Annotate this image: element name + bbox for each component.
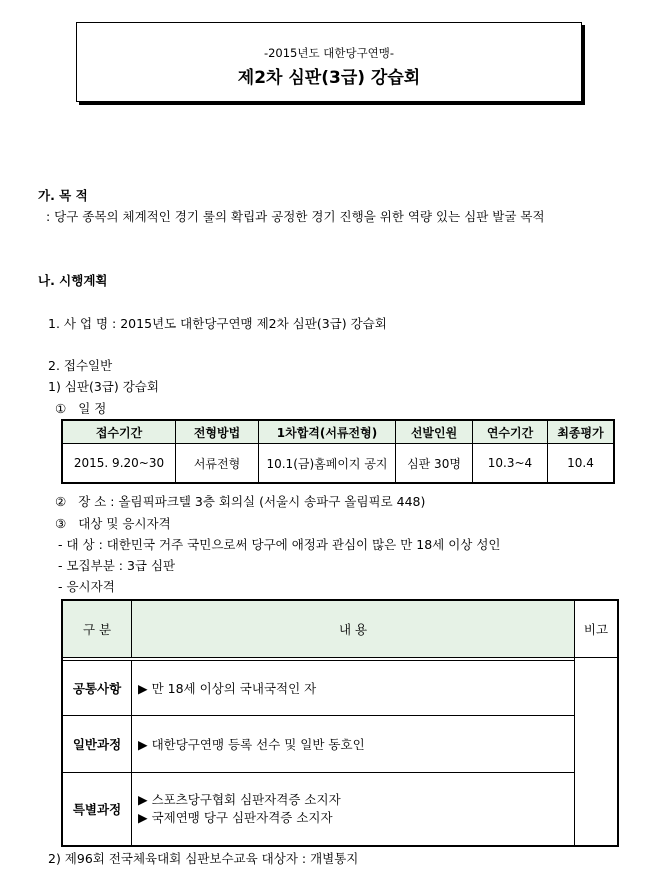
place-text: 장 소 : 올림픽파크텔 3층 회의실 (서울시 송파구 올림픽로 448): [78, 494, 426, 509]
qual-row-item: ▶ 스포츠당구협회 심판자격증 소지자: [138, 792, 341, 807]
schedule-header-cell: 전형방법: [176, 420, 259, 444]
schedule-cell: 10.1(금)홈페이지 공지: [259, 444, 396, 484]
schedule-label: 일 정: [78, 401, 107, 416]
qual-row-label: 특별과정: [62, 773, 132, 847]
qual-row: [62, 773, 618, 847]
qual-remarks-cell: [575, 658, 619, 847]
schedule-cell: 서류전형: [176, 444, 259, 484]
circle-number-3: ③: [55, 516, 67, 531]
qual-row-label: 공통사항: [62, 661, 132, 716]
schedule-header-cell: 1차합격(서류전형): [259, 420, 396, 444]
section-plan-heading: 나. 시행계획: [38, 273, 108, 288]
qualification-table: [61, 599, 619, 847]
qual-header-category: 구 분: [62, 600, 132, 658]
title-box: [76, 22, 582, 102]
qualification-label: - 응시자격: [58, 579, 115, 594]
place-line: [55, 492, 425, 510]
schedule-cell: 10.3~4: [473, 444, 548, 484]
document-title: 제2차 심판(3급) 강습회: [237, 68, 421, 88]
qual-row-content: ▶ 만 18세 이상의 국내국적인 자: [132, 661, 575, 716]
schedule-table: [61, 419, 615, 484]
plan-sub-course: 1) 심판(3급) 강습회: [48, 379, 159, 394]
section-purpose-heading: 가. 목 적: [38, 188, 88, 203]
schedule-header-cell: 연수기간: [473, 420, 548, 444]
schedule-header-cell: 선발인원: [396, 420, 473, 444]
qual-row-item: ▶ 국제연맹 당구 심판자격증 소지자: [138, 810, 333, 825]
circle-number-1: ①: [55, 401, 67, 416]
target-text: - 대 상 : 대한민국 거주 국민으로써 당구에 애정과 관심이 많은 만 18세 이상 성인: [58, 537, 501, 552]
schedule-data-row: [62, 444, 614, 484]
qual-header-remarks: 비고: [575, 600, 619, 658]
document-subtitle: -2015년도 대한당구연맹-: [263, 46, 395, 60]
plan-item-project-name: 1. 사 업 명 : 2015년도 대한당구연맹 제2차 심판(3급) 강습회: [48, 316, 387, 331]
qual-row-content: [132, 773, 575, 847]
schedule-cell: 심판 30명: [396, 444, 473, 484]
schedule-header-cell: 최종평가: [548, 420, 615, 444]
qual-row: [62, 716, 618, 773]
schedule-header-row: [62, 420, 614, 444]
schedule-label-line: [55, 399, 106, 417]
section-purpose-text: : 당구 종목의 체계적인 경기 룰의 확립과 공정한 경기 진행을 위한 역량 있는 심판 발굴 목적: [46, 209, 545, 224]
target-heading: 대상 및 응시자격: [78, 516, 171, 531]
plan-item-registration: 2. 접수일반: [48, 358, 113, 373]
target-heading-line: [55, 514, 171, 532]
circle-number-2: ②: [55, 494, 67, 509]
field-text: - 모집부분 : 3급 심판: [58, 558, 176, 573]
qual-row-label: 일반과정: [62, 716, 132, 773]
qual-header-content: 내 용: [132, 600, 575, 658]
qual-row: [62, 661, 618, 716]
schedule-header-cell: 접수기간: [62, 420, 176, 444]
schedule-cell: 10.4: [548, 444, 615, 484]
schedule-cell: 2015. 9.20~30: [62, 444, 176, 484]
qual-header-row: [62, 600, 618, 658]
qual-row-content: ▶ 대한당구연맹 등록 선수 및 일반 동호인: [132, 716, 575, 773]
plan-sub-refresher: 2) 제96회 전국체육대회 심판보수교육 대상자 : 개별통지: [48, 851, 359, 866]
